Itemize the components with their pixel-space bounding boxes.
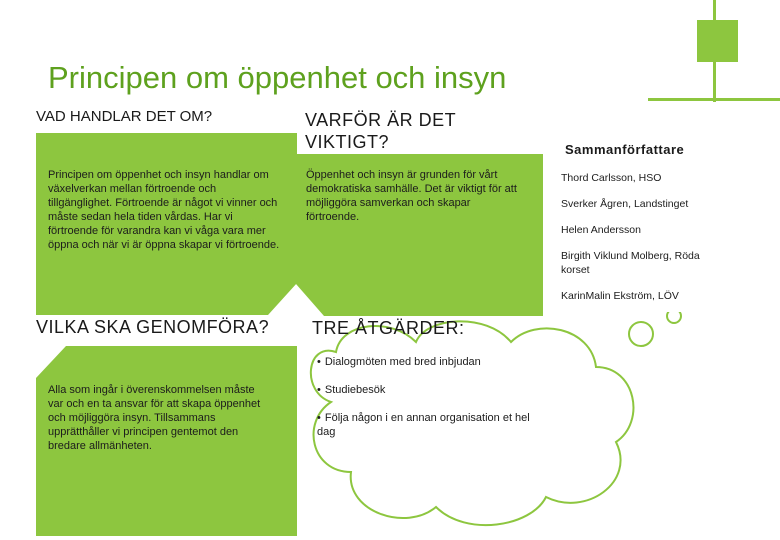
bullet-icon: • — [317, 384, 321, 396]
box1-text: Principen om öppenhet och insyn handlar om växelverkan mellan förtroende och tillgänglighet. Förtroende är något vi vinner och måste sedan hela tiden vårdas. Har vi förtroende för varandra kan vi våga vara mer öppna och när vi är öppna skapar vi förtroende. — [48, 169, 280, 251]
list-item — [317, 411, 542, 439]
decor-horizontal-line — [648, 98, 780, 101]
decor-green-square — [697, 20, 738, 62]
author-item: Helen Andersson — [561, 224, 641, 236]
actions-list — [317, 355, 542, 453]
author-item: Sverker Ågren, Landstinget — [561, 198, 689, 210]
box2-text: Öppenhet och insyn är grunden för vårt demokratiska samhälle. Det är viktigt för att möjliggöra samverkan och skapar förtroende. — [306, 169, 517, 223]
list-item — [317, 355, 542, 369]
cloud-heading: TRE ÅTGÄRDER: — [312, 318, 465, 338]
bullet-icon: • — [317, 412, 321, 424]
action-text: Följa någon i en annan organisation et hel dag — [317, 412, 530, 438]
list-item — [317, 383, 542, 397]
author-item: Birgith Viklund Molberg, Röda korset — [561, 250, 700, 276]
page-title: Principen om öppenhet och insyn — [48, 60, 507, 95]
bullet-icon: • — [317, 356, 321, 368]
action-text: Dialogmöten med bred inbjudan — [324, 356, 481, 368]
author-item: KarinMalin Ekström, LÖV — [561, 290, 679, 302]
coauthors-heading: Sammanförfattare — [565, 142, 685, 157]
box3-text: Alla som ingår i överenskommelsen måste var och en ta ansvar för att skapa öppenhet och möjliggöra insyn. Tillsammans upprätthåller vi principen gentemot den bredare allmänheten. — [48, 384, 261, 452]
author-item: Thord Carlsson, HSO — [561, 172, 662, 184]
box1-heading: VAD HANDLAR DET OM? — [36, 108, 213, 125]
box2-heading: VARFÖR ÄR DET VIKTIGT? — [305, 110, 456, 152]
box3-heading: VILKA SKA GENOMFÖRA? — [36, 317, 270, 337]
action-text: Studiebesök — [324, 384, 386, 396]
